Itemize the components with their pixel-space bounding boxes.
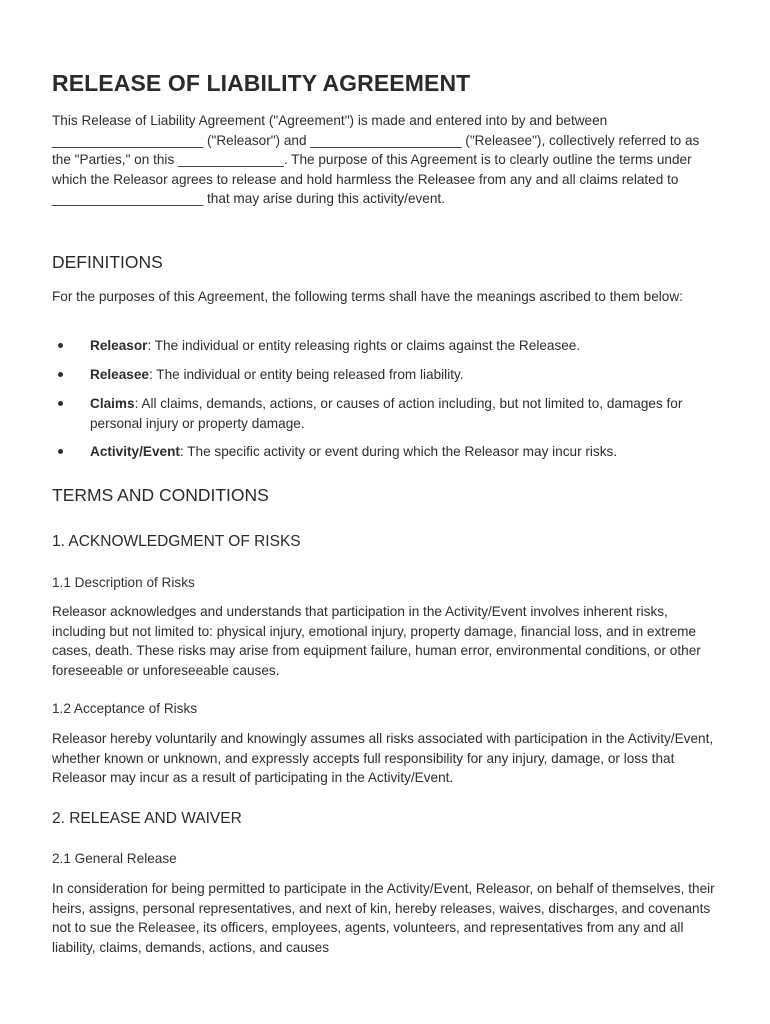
definitions-heading: DEFINITIONS: [52, 252, 163, 272]
definition-text: : The individual or entity being released from liability.: [148, 367, 464, 382]
section-1-2-heading: 1.2 Acceptance of Risks: [52, 701, 198, 716]
definitions-lead: For the purposes of this Agreement, the following terms shall have the meanings ascribed to them below:: [52, 289, 683, 304]
definition-text: : The individual or entity releasing rights or claims against the Releasee.: [147, 338, 581, 353]
definition-term: Claims: [90, 396, 135, 411]
section-1-1-heading: 1.1 Description of Risks: [52, 575, 195, 590]
bullet-icon: [58, 372, 63, 377]
bullet-icon: [58, 343, 63, 348]
section-1-1-text: Releasor acknowledges and understands that participation in the Activity/Event involves inherent risks, including but not limited to: physical injury, emotional injury, property damage, financial loss, and in extreme cases, death. These risks may arise from equipment failure, human error, environmental conditions, or other foreseeable or unforeseeable causes.: [52, 604, 701, 678]
definition-term: Releasee: [90, 367, 149, 382]
bullet-icon: [58, 401, 63, 406]
definition-text: : All claims, demands, actions, or causes of action including, but not limited to, damages for personal injury or property damage.: [90, 396, 683, 431]
terms-heading: TERMS AND CONDITIONS: [52, 485, 269, 505]
section-2-1-text: In consideration for being permitted to participate in the Activity/Event, Releasor, on behalf of themselves, their heirs, assigns, personal representatives, and next of kin, hereby releases, waives, discharges, and covenants not to sue the Releasee, its officers, employees, agents, volunteers, and representatives from any and all liability, claims, demands, actions, and causes: [52, 881, 715, 955]
bullet-icon: [58, 449, 63, 454]
definition-term: Activity/Event: [90, 444, 180, 459]
section-2-heading: 2. RELEASE AND WAIVER: [52, 810, 242, 827]
document-title: RELEASE OF LIABILITY AGREEMENT: [52, 70, 471, 96]
section-1-2-text: Releasor hereby voluntarily and knowingly assumes all risks associated with participation in the Activity/Event, whether known or unknown, and expressly accepts full responsibility for any injury, damage, or loss that Releasor may incur as a result of participating in the Activity/Event.: [52, 731, 714, 786]
section-1-heading: 1. ACKNOWLEDGMENT OF RISKS: [52, 533, 301, 550]
section-2-1-heading: 2.1 General Release: [52, 851, 177, 866]
definition-text: : The specific activity or event during which the Releasor may incur risks.: [179, 444, 618, 459]
definition-term: Releasor: [90, 338, 148, 353]
intro-paragraph: This Release of Liability Agreement ("Agreement") is made and entered into by and between ____________________ ("Releasor") and ____________________ ("Releasee"), collectively referred to as the "Parties," on this ______________. The purpose of this Agreement is to clearly outline the terms under which the Releasor agrees to release and hold harmless the Releasee from any and all claims related to ____________________ that may arise during this activity/event.: [52, 113, 700, 207]
